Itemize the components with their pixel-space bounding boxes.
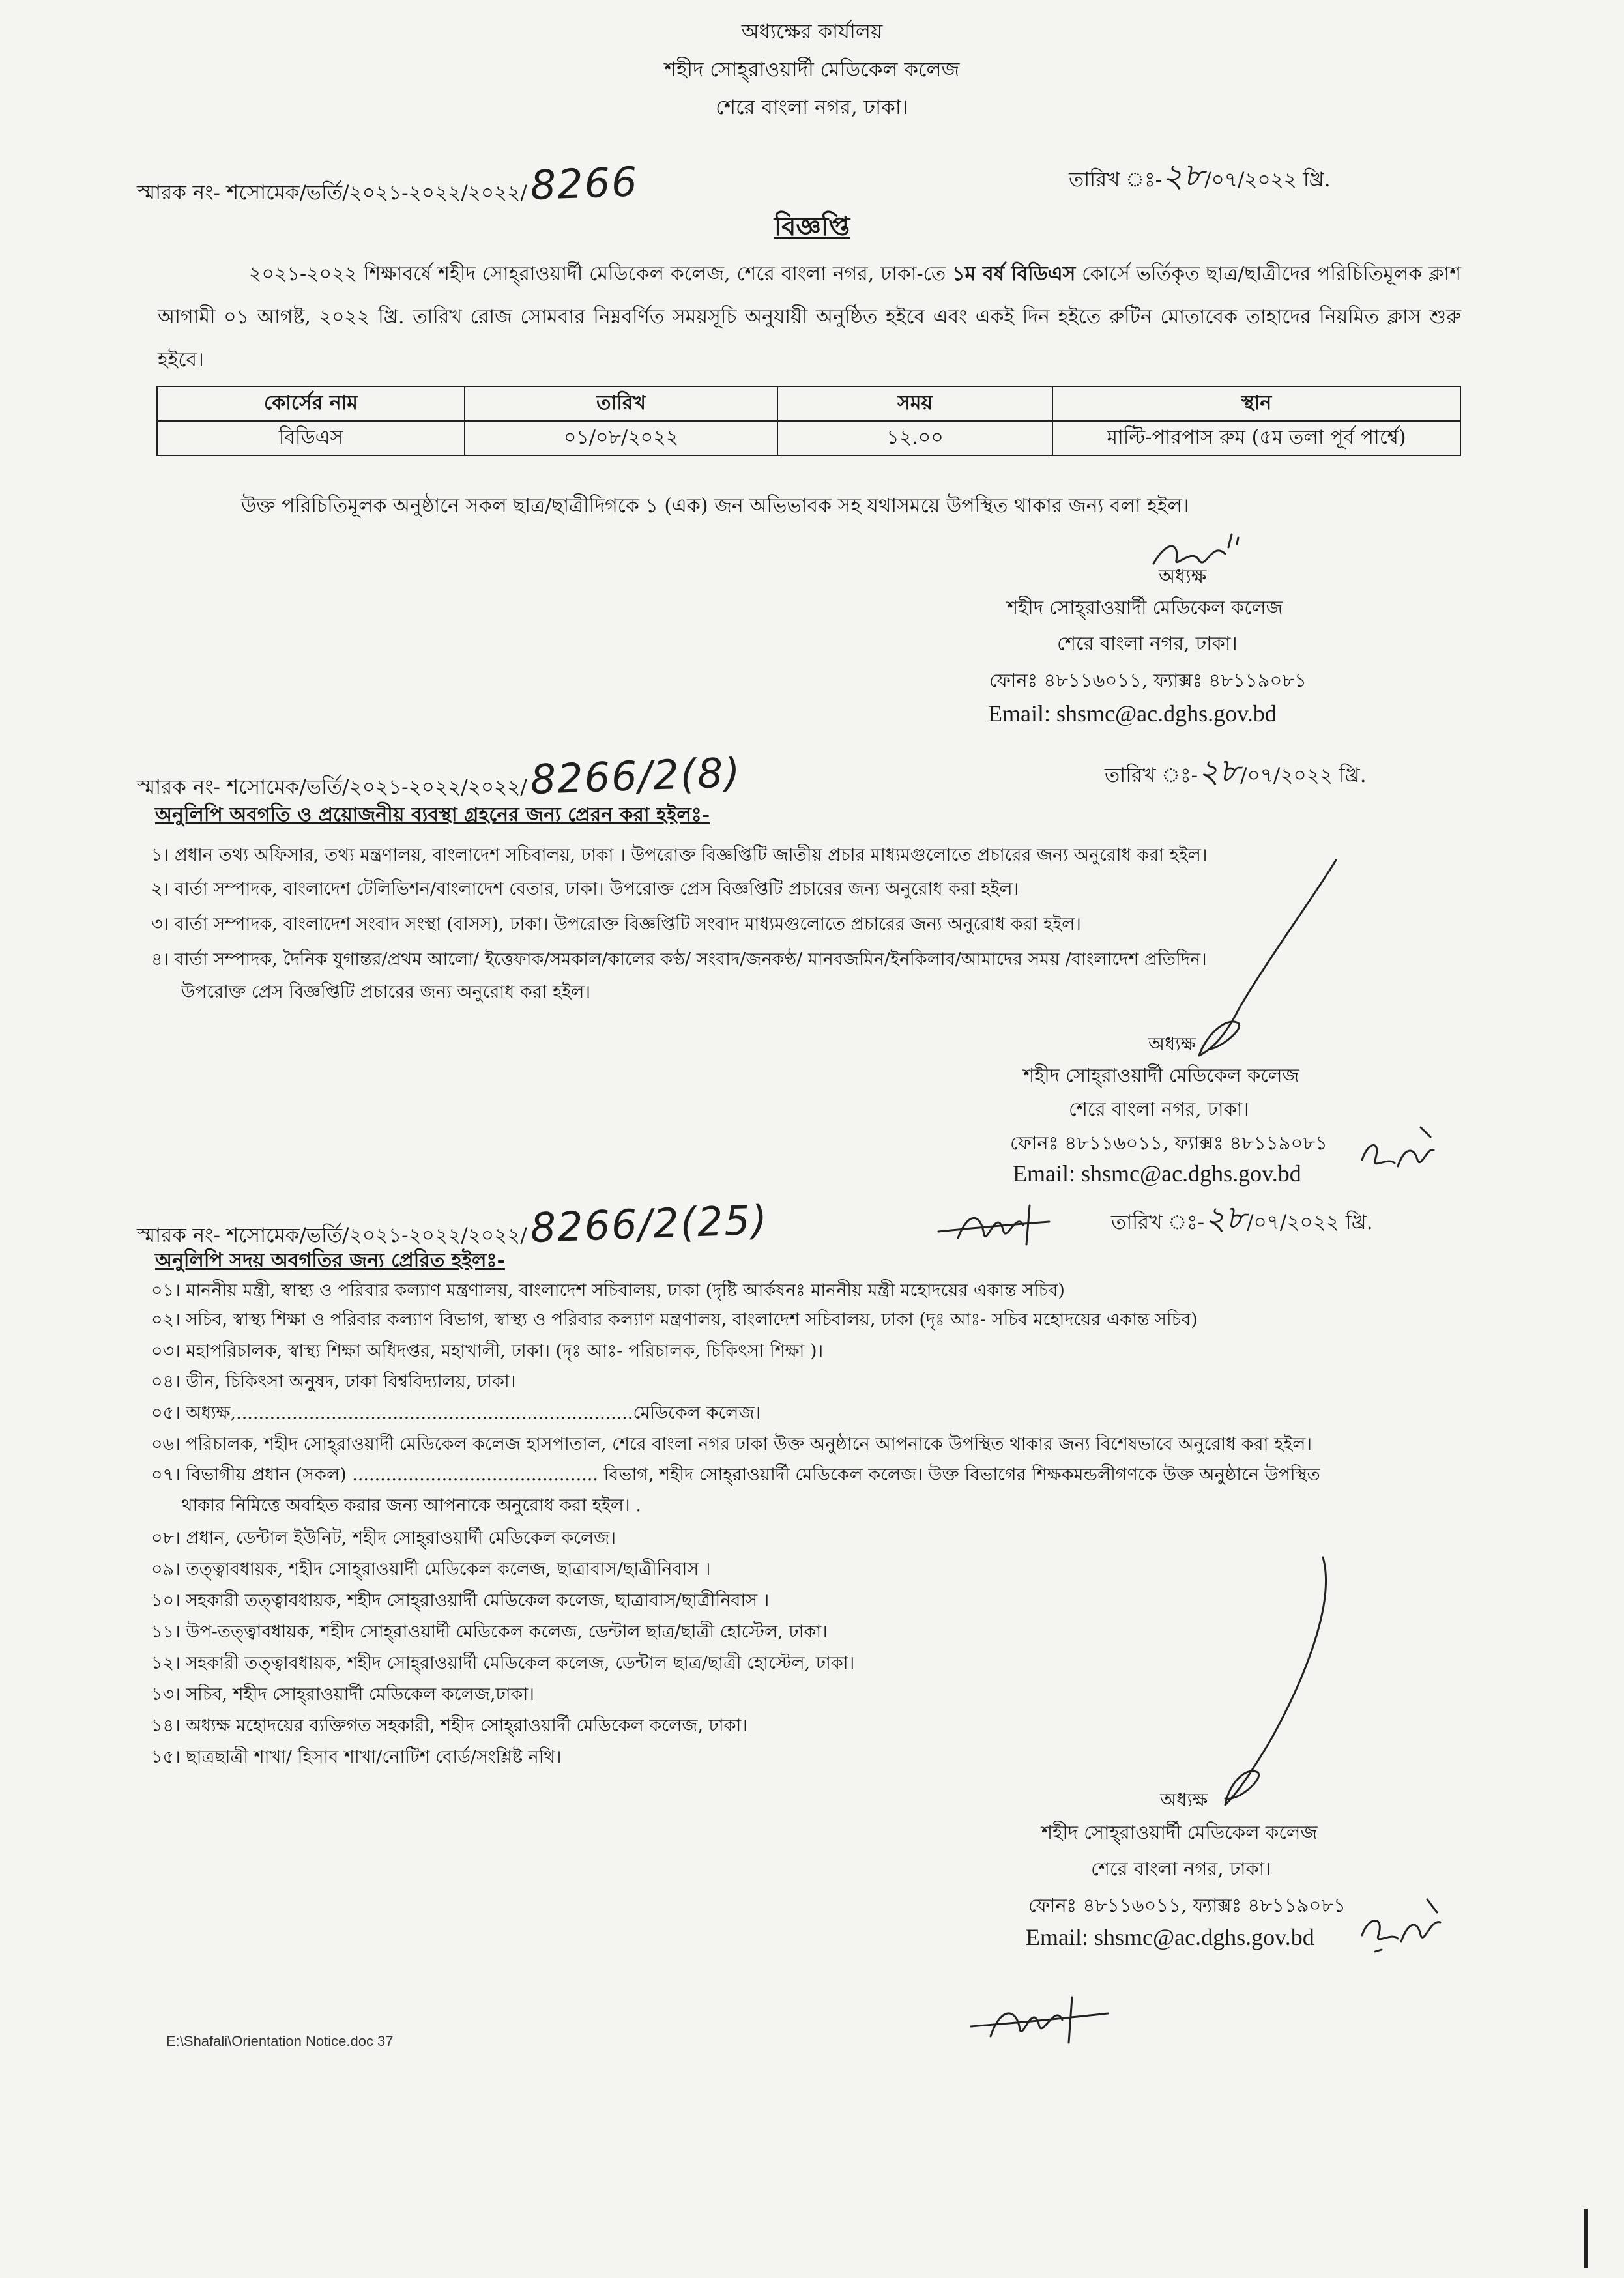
copy1-memo-prefix: স্মারক নং- শসোমেক/ভর্তি/২০২১-২০২২/২০২২/ [137, 775, 527, 799]
college-name: শহীদ সোহ্‌রাওয়ার্দী মেডিকেল কলেজ [664, 58, 960, 81]
copy2-item-14: ১৪। অধ্যক্ষ মহোদয়ের ব্যক্তিগত সহকারী, শহীদ সোহ্‌রাওয়ার্দী মেডিকেল কলেজ, ঢাকা। [151, 1716, 748, 1736]
copy2-item-09: ০৯। তত্ত্বাবধায়ক, শহীদ সোহ্‌রাওয়ার্দী মেডিকেল কলেজ, ছাত্রাবাস/ছাত্রীনিবাস । [151, 1559, 711, 1579]
sig3-title: অধ্যক্ষ [1160, 1789, 1208, 1811]
sig2-address: শেরে বাংলা নগর, ঢাকা। [1069, 1098, 1249, 1120]
office-title: অধ্যক্ষের কার্যালয় [741, 20, 883, 44]
copy2-date-prefix: তারিখ ঃ- [1111, 1211, 1205, 1234]
sig1-title: অধ্যক্ষ [1159, 565, 1207, 587]
copy2-heading: অনুলিপি সদয় অবগতির জন্য প্রেরিত হইলঃ- [155, 1249, 505, 1272]
col-time: সময় [777, 386, 1052, 421]
copy1-item-2: ২। বার্তা সম্পাদক, বাংলাদেশ টেলিভিশন/বাংলাদেশ বেতার, ঢাকা। উপরোক্ত প্রেস বিজ্ঞপ্তিটি প্রচারের জন্য অনুরোধ করা হইল। [151, 879, 1019, 899]
copy2-memo-handwritten: 8266/2(25) [529, 1196, 769, 1252]
col-venue: স্থান [1052, 386, 1460, 421]
notice-date [1069, 151, 1331, 205]
principal-signature-3 [1173, 1551, 1356, 1811]
copy2-item-02: ০২। সচিব, স্বাস্থ্য শিক্ষা ও পরিবার কল্যাণ বিভাগ, স্বাস্থ্য ও পরিবার কল্যাণ মন্ত্রণালয়, বাংলাদেশ সচিবালয়, ঢাকা (দৃঃ আঃ- সচিব মহোদয়ের একান্ত সচিব) [151, 1310, 1198, 1330]
sig3-address: শেরে বাংলা নগর, ঢাকা। [1091, 1858, 1271, 1880]
copy2-item-05: ০৫। অধ্যক্ষ,.......................................................................মেডিকেল কলেজ। [151, 1403, 761, 1423]
col-course-name: কোর্সের নাম [157, 386, 465, 421]
copy1-date-suffix: /০৭/২০২২ খ্রি. [1240, 764, 1367, 787]
sig1-phone: ফোনঃ ৪৮১১৬০১১, ফ্যাক্সঃ ৪৮১১৯০৮১ [989, 669, 1307, 691]
copy2-item-04: ০৪। ডীন, চিকিৎসা অনুষদ, ঢাকা বিশ্ববিদ্যালয়, ঢাকা। [151, 1372, 516, 1392]
scan-edge-mark [1584, 2209, 1588, 2268]
college-address: শেরে বাংলা নগর, ঢাকা। [716, 96, 908, 119]
schedule-row [157, 421, 1460, 455]
copy2-item-06: ০৬। পরিচালক, শহীদ সোহ্‌রাওয়ার্দী মেডিকেল কলেজ হাসপাতাল, শেরে বাংলা নগর ঢাকা উক্ত অনুষ্ঠানে আপনাকে উপস্থিত থাকার জন্য বিশেষভাবে অনুরোধ করা হইল। [151, 1434, 1312, 1454]
notice-body-end: কোর্সে ভর্তিকৃত ছাত্র/ছাত্রীদের পরিচিতিমূলক ক্লাশ আগামী ০১ আগষ্ট, ২০২২ খ্রি. তারিখ রোজ সোমবার নিম্নবর্ণিত সময়সূচি অনুযায়ী অনুষ্ঠিত হইবে এবং একই দিন হইতে রুটিন মোতাবেক তাহাদের নিয়মিত ক্লাস শুরু হইবে। [158, 263, 1461, 371]
copy1-date-prefix: তারিখ ঃ- [1105, 764, 1198, 787]
notice-date-prefix: তারিখ ঃ- [1069, 168, 1163, 192]
sig2-college: শহীদ সোহ্‌রাওয়ার্দী মেডিকেল কলেজ [1023, 1064, 1299, 1086]
notice-date-suffix: /০৭/২০২২ খ্রি. [1204, 168, 1331, 192]
memo-number-prefix: স্মারক নং- শসোমেক/ভর্তি/২০২১-২০২২/২০২২/ [137, 181, 527, 205]
schedule-table [156, 386, 1461, 456]
sig3-college: শহীদ সোহ্‌রাওয়ার্দী মেডিকেল কলেজ [1041, 1821, 1318, 1843]
copy1-date [1105, 747, 1367, 801]
sig1-email: Email: shsmc@ac.dghs.gov.bd [988, 700, 1277, 727]
schedule-header-row [157, 386, 1460, 421]
copy2-item-13: ১৩। সচিব, শহীদ সোহ্‌রাওয়ার্দী মেডিকেল কলেজ,ঢাকা। [151, 1684, 534, 1705]
cell-course-name: বিডিএস [157, 421, 465, 455]
sig2-phone: ফোনঃ ৪৮১১৬০১১, ফ্যাক্সঃ ৪৮১১৯০৮১ [1010, 1132, 1327, 1154]
sig3-phone: ফোনঃ ৪৮১১৬০১১, ফ্যাক্সঃ ৪৮১১৯০৮১ [1028, 1894, 1346, 1916]
copy1-memo-handwritten: 8266/2(8) [529, 748, 742, 803]
notice-date-handwritten: ২৮ [1161, 155, 1206, 195]
copy1-memo-number [137, 748, 742, 805]
copy2-item-07-cont: থাকার নিমিত্তে অবহিত করার জন্য আপনাকে অনুরোধ করা হইল। . [181, 1495, 641, 1516]
copy1-item-3: ৩। বার্তা সম্পাদক, বাংলাদেশ সংবাদ সংস্থা (বাসস), ঢাকা। উপরোক্ত বিজ্ঞপ্তিটি সংবাদ মাধ্যমগুলোতে প্রচারের জন্য অনুরোধ করা হইল। [151, 914, 1081, 934]
copy2-date-handwritten: ২৮ [1203, 1198, 1248, 1238]
copy2-item-10: ১০। সহকারী তত্ত্বাবধায়ক, শহীদ সোহ্‌রাওয়ার্দী মেডিকেল কলেজ, ছাত্রাবাস/ছাত্রীনিবাস । [151, 1591, 770, 1611]
memo-number-handwritten: 8266 [529, 158, 639, 209]
copy2-item-01: ০১। মাননীয় মন্ত্রী, স্বাস্থ্য ও পরিবার কল্যাণ মন্ত্রণালয়, বাংলাদেশ সচিবালয়, ঢাকা (দৃষ্টি আর্কষনঃ মাননীয় মন্ত্রী মহোদয়ের একান্ত সচিব) [151, 1280, 1065, 1301]
initials-scrawl-4 [964, 1981, 1121, 2053]
copy1-item-4-cont: উপরোক্ত প্রেস বিজ্ঞপ্তিটি প্রচারের জন্য অনুরোধ করা হইল। [181, 982, 591, 1002]
cell-time: ১২.০০ [777, 421, 1052, 455]
initials-scrawl-1 [1356, 1121, 1447, 1179]
initials-scrawl-2 [932, 1192, 1062, 1258]
file-path-footer: E:\Shafali\Orientation Notice.doc 37 [166, 2033, 394, 2049]
sig2-title: অধ্যক্ষ [1148, 1033, 1196, 1055]
sig1-address: শেরে বাংলা নগর, ঢাকা। [1057, 632, 1238, 654]
copy2-date-suffix: /০৭/২০২২ খ্রি. [1247, 1211, 1373, 1234]
notice-title: বিজ্ঞপ্তি [774, 211, 850, 242]
cell-date: ০১/০৮/২০২২ [465, 421, 777, 455]
notice-body-course: ১ম বর্ষ বিডিএস [952, 263, 1076, 285]
copy2-item-07: ০৭। বিভাগীয় প্রধান (সকল) ............................................ বিভাগ, শহীদ সোহ্‌রাওয়ার্দী মেডিকেল কলেজ। উক্ত বিভাগের শিক্ষকমন্ডলীগণকে উক্ত অনুষ্ঠানে উপস্থিত [151, 1465, 1320, 1485]
copy1-date-handwritten: ২৮ [1196, 751, 1241, 791]
initials-scrawl-3 [1356, 1890, 1453, 1955]
col-date: তারিখ [465, 386, 777, 421]
memo-number [137, 158, 639, 211]
copy1-item-1: ১। প্রধান তথ্য অফিসার, তথ্য মন্ত্রণালয়, বাংলাদেশ সচিবালয়, ঢাকা । উপরোক্ত বিজ্ঞপ্তিটি জাতীয় প্রচার মাধ্যমগুলোতে প্রচারের জন্য অনুরোধ করা হইল। [151, 845, 1208, 865]
copy2-item-12: ১২। সহকারী তত্ত্বাবধায়ক, শহীদ সোহ্‌রাওয়ার্দী মেডিকেল কলেজ, ডেন্টাল ছাত্র/ছাত্রী হোস্টেল, ঢাকা। [151, 1653, 855, 1673]
copy2-item-15: ১৫। ছাত্রছাত্রী শাখা/ হিসাব শাখা/নোটিশ বোর্ড/সংশ্লিষ্ট নথি। [151, 1747, 562, 1767]
copy1-item-4: ৪। বার্তা সম্পাদক, দৈনিক যুগান্তর/প্রথম আলো/ ইত্তেফাক/সমকাল/কালের কণ্ঠ/ সংবাদ/জনকণ্ঠ/ মানবজমিন/ইনকিলাব/আমাদের সময় /বাংলাদেশ প্রতিদিন। [151, 949, 1207, 970]
cell-venue: মাল্টি-পারপাস রুম (৫ম তলা পূর্ব পার্শ্বে) [1052, 421, 1460, 455]
copy2-date [1111, 1194, 1373, 1248]
copy2-item-08: ০৮। প্রধান, ডেন্টাল ইউনিট, শহীদ সোহ্‌রাওয়ার্দী মেডিকেল কলেজ। [151, 1528, 616, 1548]
sig2-email: Email: shsmc@ac.dghs.gov.bd [1013, 1161, 1301, 1187]
notice-body [158, 253, 1461, 382]
copy2-memo-prefix: স্মারক নং- শসোমেক/ভর্তি/২০২১-২০২২/২০২২/ [137, 1224, 527, 1247]
sig3-email: Email: shsmc@ac.dghs.gov.bd [1026, 1924, 1314, 1950]
closing-line: উক্ত পরিচিতিমূলক অনুষ্ঠানে সকল ছাত্র/ছাত্রীদিগকে ১ (এক) জন অভিভাবক সহ যথাসময়ে উপস্থিত থাকার জন্য বলা হইল। [241, 495, 1189, 517]
notice-body-start: ২০২১-২০২২ শিক্ষাবর্ষে শহীদ সোহ্‌রাওয়ার্দী মেডিকেল কলেজ, শেরে বাংলা নগর, ঢাকা-তে [249, 263, 953, 285]
copy2-item-03: ০৩। মহাপরিচালক, স্বাস্থ্য শিক্ষা অধিদপ্তর, মহাখালী, ঢাকা। (দৃঃ আঃ- পরিচালক, চিকিৎসা শিক্ষা )। [151, 1341, 824, 1361]
copy2-item-11: ১১। উপ-তত্ত্বাবধায়ক, শহীদ সোহ্‌রাওয়ার্দী মেডিকেল কলেজ, ডেন্টাল ছাত্র/ছাত্রী হোস্টেল, ঢাকা। [151, 1622, 828, 1642]
sig1-college: শহীদ সোহ্‌রাওয়ার্দী মেডিকেল কলেজ [1007, 596, 1283, 618]
copy1-heading: অনুলিপি অবগতি ও প্রয়োজনীয় ব্যবস্থা গ্রহনের জন্য প্রেরন করা হইলঃ- [155, 803, 710, 826]
